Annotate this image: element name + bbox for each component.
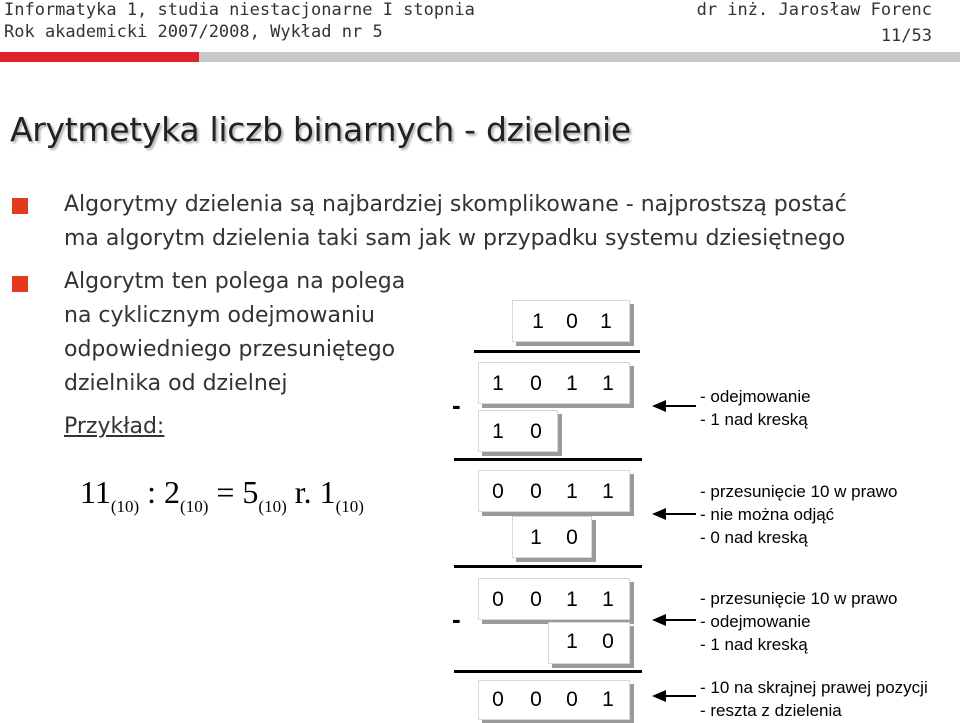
remainder-digit: 0 <box>492 688 504 711</box>
note-4: - 10 na skrajnej prawej pozycji - reszta z dzielenia <box>700 678 928 720</box>
progress-fill <box>0 52 199 62</box>
bullet-text-2: Algorytm ten polega na polega na cyklicznym odejmowaniu odpowiedniego przesuniętego dzielnika od dzielnej <box>64 269 406 396</box>
subtrahend-digit: 1 <box>566 630 578 653</box>
minuend-digit: 0 <box>492 588 504 611</box>
course-title: Informatyka 1, studia niestacjonarne I stopnia <box>4 0 475 20</box>
page-number: 11/53 <box>880 26 932 46</box>
slide-header <box>0 0 960 52</box>
arrow-left-icon <box>652 398 696 414</box>
minuend-digit: 0 <box>530 480 542 503</box>
minuend-digit: 1 <box>492 372 504 395</box>
subtrahend-digit: 1 <box>530 526 542 549</box>
subtrahend-digit: 1 <box>492 420 504 443</box>
minuend-digit: 0 <box>492 480 504 503</box>
minus-sign: - <box>452 604 461 634</box>
lecture-info: Rok akademicki 2007/2008, Wykład nr 5 <box>4 22 383 42</box>
subtraction-line <box>454 670 642 673</box>
minuend-digit: 1 <box>602 480 614 503</box>
remainder-digit: 0 <box>530 688 542 711</box>
note-3: - przesunięcie 10 w prawo - odejmowanie - 1 nad kreską <box>700 589 898 654</box>
minuend-digit: 0 <box>530 588 542 611</box>
minuend-digit: 0 <box>530 372 542 395</box>
arrow-left-icon <box>652 688 696 704</box>
subtrahend-digit: 0 <box>602 630 614 653</box>
remainder-digit: 0 <box>566 688 578 711</box>
example-label: Przykład: <box>64 414 165 439</box>
quotient-digit: 1 <box>532 310 544 333</box>
division-formula: $11_{(10)}$ : $2_{(10)} = 5_{(10)}$ r. $1_{(10)}$ <box>80 474 364 516</box>
note-1: - odejmowanie - 1 nad kreską <box>700 387 811 429</box>
quotient-digit: 0 <box>566 310 578 333</box>
subtraction-line <box>454 458 642 461</box>
bullet-icon <box>12 198 28 214</box>
division-bar <box>474 350 640 353</box>
subtrahend-digit: 0 <box>530 420 542 443</box>
minus-sign: - <box>452 390 461 420</box>
arrow-left-icon <box>652 506 696 522</box>
quotient-digit: 1 <box>600 310 612 333</box>
bullet-icon <box>12 276 28 292</box>
subtraction-line <box>454 565 642 568</box>
subtrahend-digit: 0 <box>566 526 578 549</box>
arrow-left-icon <box>652 612 696 628</box>
minuend-digit: 1 <box>566 588 578 611</box>
minuend-digit: 1 <box>566 480 578 503</box>
minuend-digit: 1 <box>602 372 614 395</box>
slide-title: Arytmetyka liczb binarnych - dzielenie <box>10 110 631 149</box>
note-2: - przesunięcie 10 w prawo - nie można odjąć - 0 nad kreską <box>700 482 898 547</box>
bullet-text-1: Algorytmy dzielenia są najbardziej skomplikowane - najprostszą postać ma algorytm dzielenia taki sam jak w przypadku systemu dziesiętnego <box>64 192 847 251</box>
minuend-digit: 1 <box>602 588 614 611</box>
remainder-digit: 1 <box>602 688 614 711</box>
minuend-digit: 1 <box>566 372 578 395</box>
author: dr inż. Jarosław Forenc <box>696 0 932 20</box>
